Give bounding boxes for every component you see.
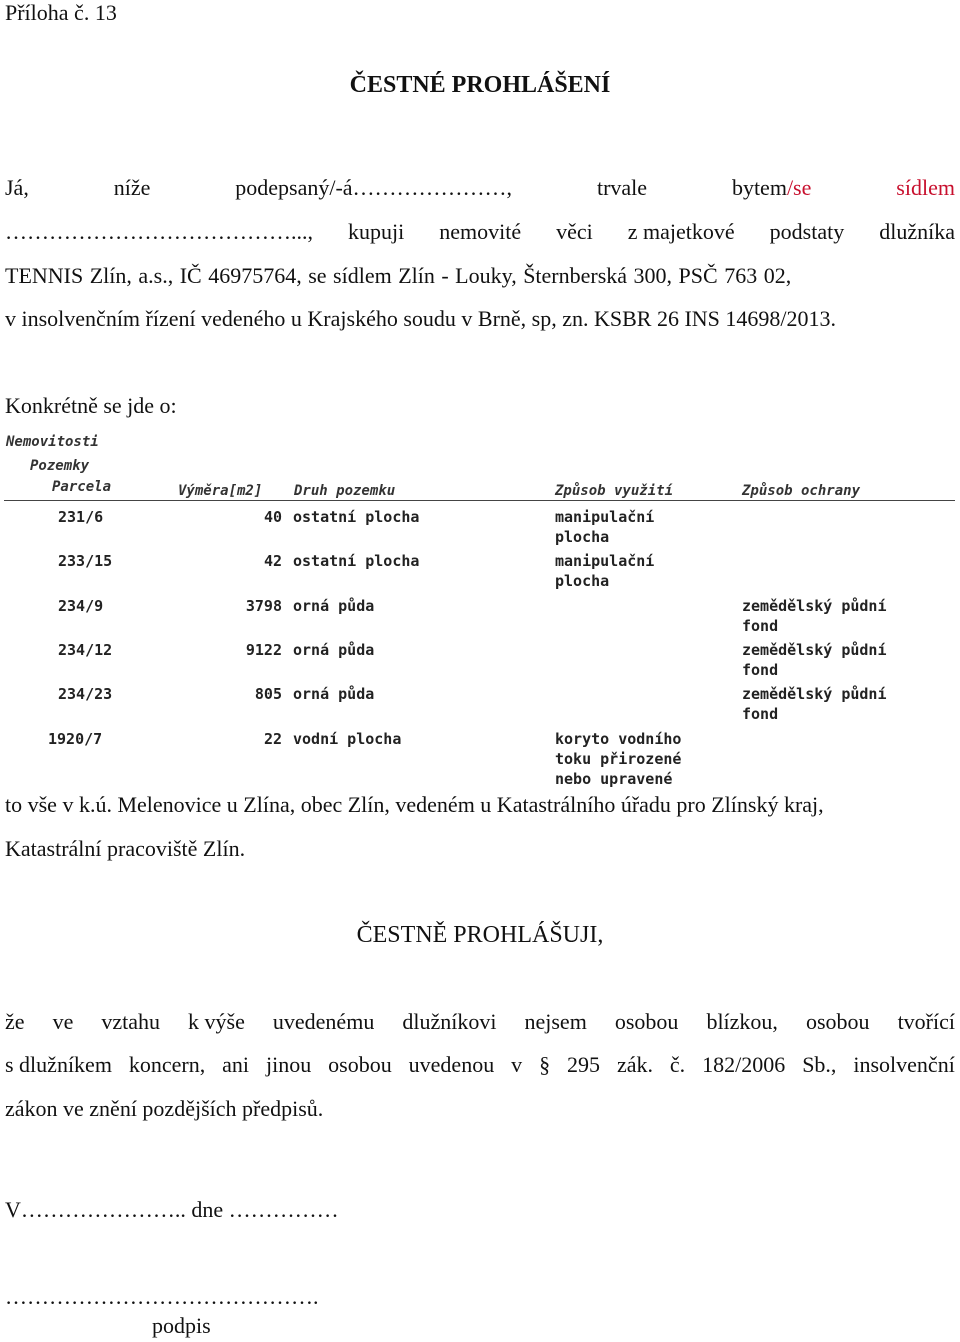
statement-word: s dlužníkem: [5, 1052, 112, 1077]
table-header-rule: [4, 500, 955, 501]
cell-protection: zemědělský půdní: [742, 685, 887, 703]
intro-word: dlužníka: [879, 219, 955, 244]
intro-line-1: [5, 175, 955, 201]
statement-word: vztahu: [101, 1009, 161, 1034]
cell-parcel: 1920/7: [48, 730, 103, 748]
statement-word: Sb.,: [802, 1052, 837, 1077]
annex-label: Příloha č. 13: [5, 0, 117, 25]
statement-word: osobou: [805, 1009, 870, 1034]
cell-use: plocha: [555, 528, 610, 546]
statement-word: zák.: [616, 1052, 653, 1077]
statement-line-2: [5, 1052, 955, 1078]
intro-word-se: /se: [786, 175, 812, 200]
signature-label: podpis: [152, 1313, 211, 1338]
intro-word: trvale: [596, 175, 648, 200]
place-date-line: V………………….. dne ……………: [5, 1197, 339, 1222]
statement-word: insolvenční: [853, 1052, 955, 1077]
intro-word: z majetkové: [627, 219, 735, 244]
declaration-heading: ČESTNĚ PROHLÁŠUJI,: [356, 922, 604, 948]
statement-word: uvedenému: [272, 1009, 375, 1034]
cell-use: koryto vodního: [555, 730, 682, 748]
intro-word: nemovité: [439, 219, 522, 244]
cell-protection: fond: [742, 705, 779, 723]
statement-word: nejsem: [524, 1009, 587, 1034]
intro-line-2: [5, 219, 955, 245]
cell-use: plocha: [555, 572, 610, 590]
statement-line-1: [5, 1009, 955, 1035]
column-header-parcel: Parcela: [52, 479, 112, 495]
statement-line-3: zákon ve znění pozdějších předpisů.: [5, 1096, 324, 1121]
intro-word: podepsaný/-á…………………,: [235, 175, 513, 200]
cell-use: manipulační: [555, 552, 655, 570]
location-line-2: Katastrální pracoviště Zlín.: [5, 836, 246, 861]
table-heading-pozemky: Pozemky: [30, 458, 90, 474]
cell-protection: fond: [742, 661, 779, 679]
cell-area: 9122: [245, 641, 282, 659]
cell-type: ostatní plocha: [293, 552, 420, 570]
section-sign: §: [539, 1052, 551, 1077]
statement-word: koncern,: [128, 1052, 206, 1077]
intro-dots: …………………………………...,: [5, 219, 313, 244]
intro-word: kupuji: [348, 219, 405, 244]
cell-area: 805: [254, 685, 282, 703]
statement-word: v: [511, 1052, 523, 1077]
cell-use: manipulační: [555, 508, 655, 526]
cell-type: ostatní plocha: [293, 508, 420, 526]
statement-word: osobou: [328, 1052, 392, 1077]
statement-word: tvořící: [897, 1009, 955, 1034]
cell-area: 3798: [245, 597, 282, 615]
statement-word: uvedenou: [408, 1052, 495, 1077]
statement-word: 295: [567, 1052, 601, 1077]
cell-type: orná půda: [293, 641, 375, 659]
cell-type: orná půda: [293, 685, 375, 703]
statement-word: 182/2006: [702, 1052, 786, 1077]
statement-word: ani: [222, 1052, 250, 1077]
statement-word: jinou: [266, 1052, 312, 1077]
column-header-area: Výměra[m2]: [178, 483, 263, 499]
cell-parcel: 234/9: [58, 597, 104, 615]
column-header-protection: Způsob ochrany: [742, 483, 861, 499]
statement-word: dlužníkovi: [402, 1009, 497, 1034]
statement-word: k výše: [188, 1009, 245, 1034]
statement-word: že: [5, 1009, 25, 1034]
cell-use: nebo upravené: [555, 770, 673, 788]
cell-parcel: 231/6: [58, 508, 104, 526]
statement-word: č.: [669, 1052, 686, 1077]
cell-protection: fond: [742, 617, 779, 635]
cell-area: 22: [263, 730, 282, 748]
location-line-1: to vše v k.ú. Melenovice u Zlína, obec Zlín, vedeném u Katastrálního úřadu pro Zlínský kraj,: [5, 792, 824, 817]
cell-parcel: 234/12: [58, 641, 113, 659]
column-header-type: Druh pozemku: [294, 483, 396, 499]
cell-type: vodní plocha: [293, 730, 402, 748]
intro-word: věci: [556, 219, 593, 244]
statement-word: ve: [52, 1009, 74, 1034]
statement-word: blízkou,: [706, 1009, 778, 1034]
intro-word: podstaty: [769, 219, 845, 244]
statement-word: osobou: [614, 1009, 679, 1034]
column-header-use: Způsob využití: [555, 483, 674, 499]
document-title: ČESTNÉ PROHLÁŠENÍ: [349, 72, 611, 98]
cell-parcel: 233/15: [58, 552, 113, 570]
intro-word: níže: [113, 175, 151, 200]
cell-area: 40: [263, 508, 282, 526]
intro-line-3: TENNIS Zlín, a.s., IČ 46975764, se sídlem Zlín - Louky, Šternberská 300, PSČ 763 02,: [5, 263, 792, 288]
cell-area: 42: [263, 552, 282, 570]
signature-line: …………………………………….: [5, 1284, 319, 1309]
table-heading-nemovitosti: Nemovitosti: [6, 434, 99, 450]
intro-word-sidlem: sídlem: [896, 175, 955, 200]
intro-word-bydlistem: bytem/se: [731, 175, 812, 200]
intro-line-4: v insolvenčním řízení vedeného u Krajského soudu v Brně, sp, zn. KSBR 26 INS 14698/2013.: [5, 306, 837, 331]
intro-word: Já,: [5, 175, 29, 200]
cell-use: toku přirozené: [555, 750, 682, 768]
specifically-label: Konkrétně se jde o:: [5, 393, 177, 418]
cell-protection: zemědělský půdní: [742, 597, 887, 615]
cell-protection: zemědělský půdní: [742, 641, 887, 659]
cell-type: orná půda: [293, 597, 375, 615]
cell-parcel: 234/23: [58, 685, 113, 703]
